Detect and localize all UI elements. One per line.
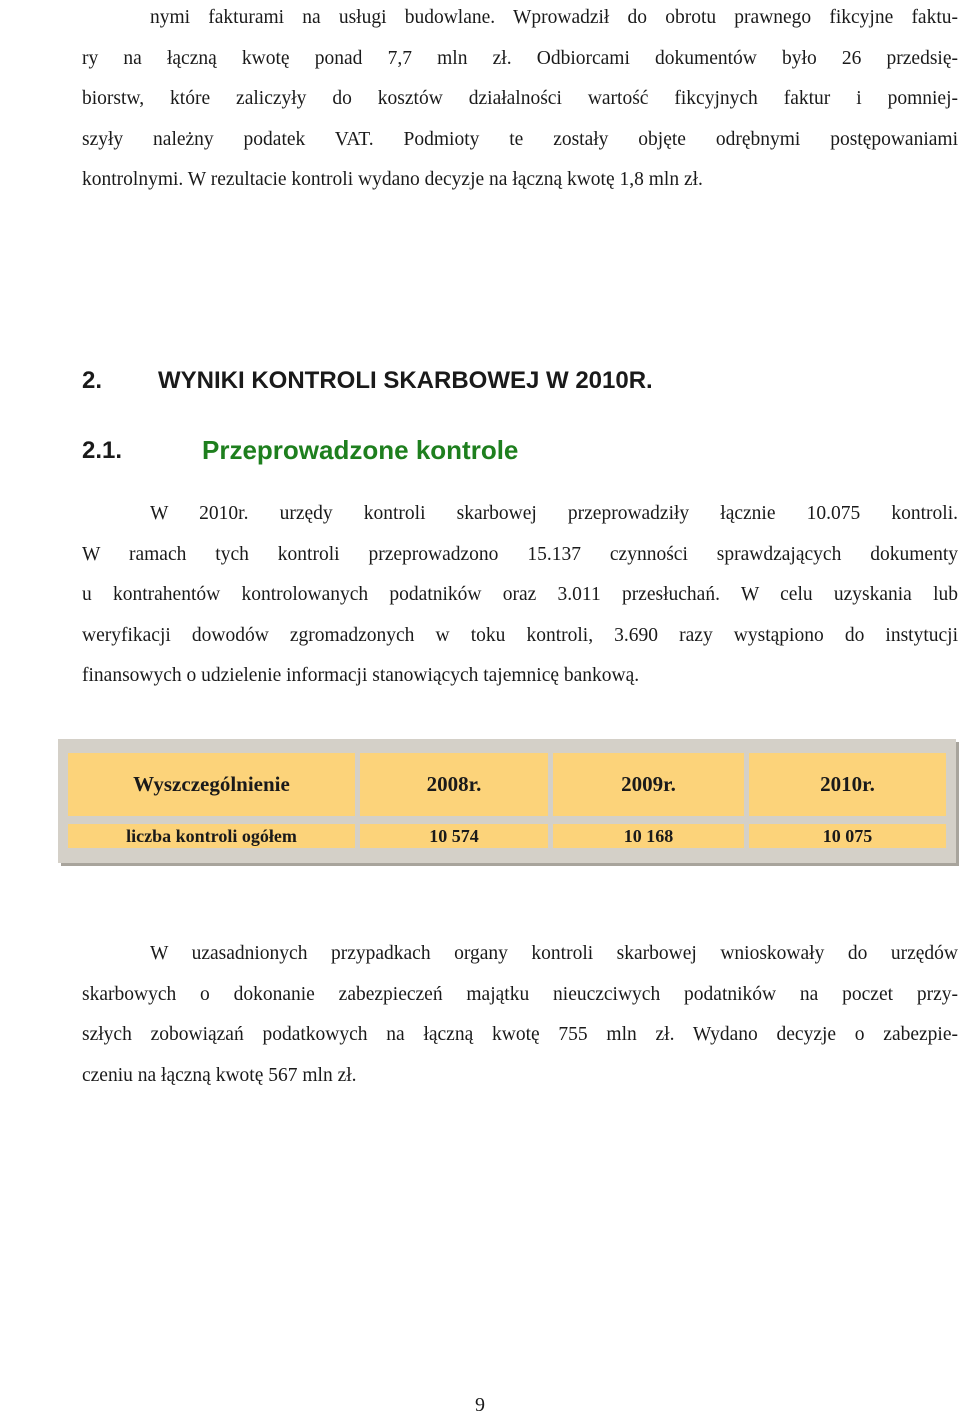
paragraph-line: szyły należny podatek VAT. Podmioty te zostały objęte odrębnymi postępowaniami xyxy=(82,128,958,150)
paragraph-line: ry na łączną kwotę ponad 7,7 mln zł. Odbiorcami dokumentów było 26 przedsię- xyxy=(82,47,958,69)
page-number: 9 xyxy=(475,1394,485,1416)
table-header-cell: Wyszczególnienie xyxy=(68,753,355,816)
paragraph-line: finansowych o udzielenie informacji stanowiących tajemnicę bankową. xyxy=(82,665,640,687)
section-title: WYNIKI KONTROLI SKARBOWEJ W 2010R. xyxy=(158,367,653,394)
paragraph-line: W ramach tych kontroli przeprowadzono 15.137 czynności sprawdzających dokumenty xyxy=(82,543,958,565)
paragraph-controls xyxy=(82,494,958,697)
table-cell: liczba kontroli ogółem xyxy=(68,824,355,848)
subsection-number: 2.1. xyxy=(82,437,123,464)
table-header-cell: 2008r. xyxy=(360,753,548,816)
paragraph-continued xyxy=(82,0,958,201)
table-header-cell: 2010r. xyxy=(749,753,946,816)
paragraph-line: weryfikacji dowodów zgromadzonych w toku kontroli, 3.690 razy wystąpiono do instytucji xyxy=(82,624,958,646)
subsection-title: Przeprowadzone kontrole xyxy=(202,435,519,465)
paragraph-line: szłych zobowiązań podatkowych na łączną kwotę 755 mln zł. Wydano decyzje o zabezpie- xyxy=(82,1024,958,1046)
table-cell: 10 075 xyxy=(749,824,946,848)
table-cell: 10 168 xyxy=(553,824,744,848)
table-row xyxy=(68,824,946,848)
paragraph-line: skarbowych o dokonanie zabezpieczeń majątku nieuczciwych podatników na poczet przy- xyxy=(82,983,958,1005)
table-header-row xyxy=(68,753,946,816)
paragraph-line: nymi fakturami na usługi budowlane. Wprowadził do obrotu prawnego fikcyjne faktu- xyxy=(150,7,958,28)
paragraph-securities xyxy=(82,934,958,1096)
table-header-cell: 2009r. xyxy=(553,753,744,816)
paragraph-line: W uzasadnionych przypadkach organy kontroli skarbowej wnioskowały do urzędów xyxy=(150,943,958,964)
paragraph-line: biorstw, które zaliczyły do kosztów działalności wartość fikcyjnych faktur i pomniej- xyxy=(82,88,958,110)
statistics-table xyxy=(58,739,956,863)
table-cell: 10 574 xyxy=(360,824,548,848)
paragraph-line: czeniu na łączną kwotę 567 mln zł. xyxy=(82,1064,357,1086)
table-body xyxy=(68,753,946,848)
section-number: 2. xyxy=(82,367,103,394)
paragraph-line: W 2010r. urzędy kontroli skarbowej przeprowadziły łącznie 10.075 kontroli. xyxy=(150,503,958,524)
paragraph-line: u kontrahentów kontrolowanych podatników oraz 3.011 przesłuchań. W celu uzyskania lub xyxy=(82,584,958,606)
paragraph-line: kontrolnymi. W rezultacie kontroli wydano decyzje na łączną kwotę 1,8 mln zł. xyxy=(82,169,703,191)
